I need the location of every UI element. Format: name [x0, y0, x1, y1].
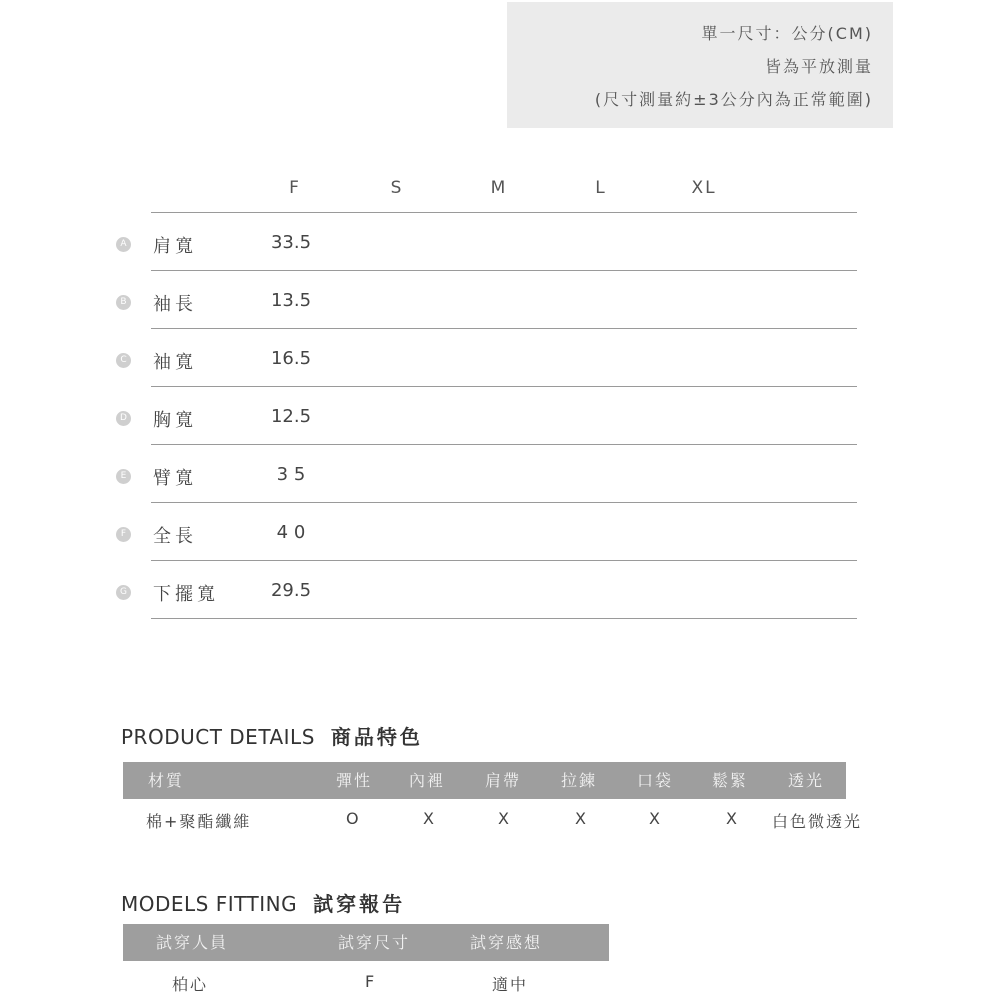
row-divider	[151, 560, 857, 561]
models-fitting-title	[121, 888, 405, 917]
row-value-shoulder: 33.5	[270, 232, 312, 253]
row-label-chest: 胸寬	[153, 410, 197, 431]
column-header-m: M	[490, 178, 508, 198]
note-line-tolerance: (尺寸測量約±3公分內為正常範圍)	[594, 90, 873, 109]
header-fit-feedback: 試穿感想	[470, 933, 543, 952]
value-lining: X	[423, 809, 436, 828]
models-fitting-header-bar	[123, 924, 609, 961]
column-header-xl: XL	[691, 178, 717, 198]
row-label-sleeve-width: 袖寬	[153, 352, 197, 373]
product-details-header-bar	[123, 762, 846, 799]
header-lining: 內裡	[409, 771, 446, 790]
value-elasticity: O	[346, 809, 361, 828]
row-value-sleeve-width: 16.5	[270, 348, 312, 369]
value-zipper: X	[575, 809, 588, 828]
row-badge-b: B	[116, 295, 131, 310]
product-details-title-en: PRODUCT DETAILS	[121, 725, 315, 749]
row-divider	[151, 502, 857, 503]
column-header-s: S	[390, 178, 404, 198]
header-model: 試穿人員	[156, 933, 229, 952]
value-size-tried: F	[365, 972, 377, 991]
note-line-method: 皆為平放測量	[764, 57, 873, 76]
header-divider	[151, 212, 857, 213]
header-elastic-band: 鬆緊	[712, 771, 749, 790]
row-label-sleeve-length: 袖長	[153, 294, 197, 315]
row-value-chest: 12.5	[270, 406, 312, 427]
row-badge-f: F	[116, 527, 131, 542]
row-divider	[151, 386, 857, 387]
row-value-arm: 3 5	[276, 464, 306, 485]
value-sheerness: 白色微透光	[772, 812, 863, 831]
row-badge-g: G	[116, 585, 131, 600]
row-value-hem: 29.5	[270, 580, 312, 601]
header-zipper: 拉鍊	[561, 771, 598, 790]
row-label-hem: 下擺寬	[153, 584, 219, 605]
header-elasticity: 彈性	[336, 771, 373, 790]
row-label-length: 全長	[153, 526, 197, 547]
row-badge-d: D	[116, 411, 131, 426]
header-material: 材質	[148, 771, 185, 790]
row-label-shoulder: 肩寬	[153, 236, 197, 257]
value-elastic-band: X	[726, 809, 739, 828]
row-label-arm: 臂寬	[153, 468, 197, 489]
value-fit-feedback: 適中	[492, 975, 529, 994]
row-badge-e: E	[116, 469, 131, 484]
row-divider	[151, 618, 857, 619]
row-divider	[151, 270, 857, 271]
value-material: 棉+聚酯纖維	[146, 812, 252, 831]
product-details-title	[121, 721, 423, 750]
header-strap: 肩帶	[485, 771, 522, 790]
row-badge-a: A	[116, 237, 131, 252]
row-divider	[151, 444, 857, 445]
value-strap: X	[498, 809, 511, 828]
product-details-title-cn: 商品特色	[330, 725, 423, 749]
value-model-name: 柏心	[172, 975, 209, 994]
header-size-tried: 試穿尺寸	[338, 933, 411, 952]
note-line-unit: 單一尺寸：公分(CM)	[701, 24, 873, 43]
row-badge-c: C	[116, 353, 131, 368]
column-header-l: L	[595, 178, 607, 198]
row-value-length: 4 0	[276, 522, 306, 543]
models-fitting-title-cn: 試穿報告	[313, 892, 406, 916]
models-fitting-title-en: MODELS FITTING	[121, 892, 298, 916]
row-value-sleeve-length: 13.5	[270, 290, 312, 311]
row-divider	[151, 328, 857, 329]
header-sheerness: 透光	[788, 771, 825, 790]
value-pocket: X	[649, 809, 662, 828]
header-pocket: 口袋	[637, 771, 674, 790]
column-header-f: F	[289, 178, 301, 198]
